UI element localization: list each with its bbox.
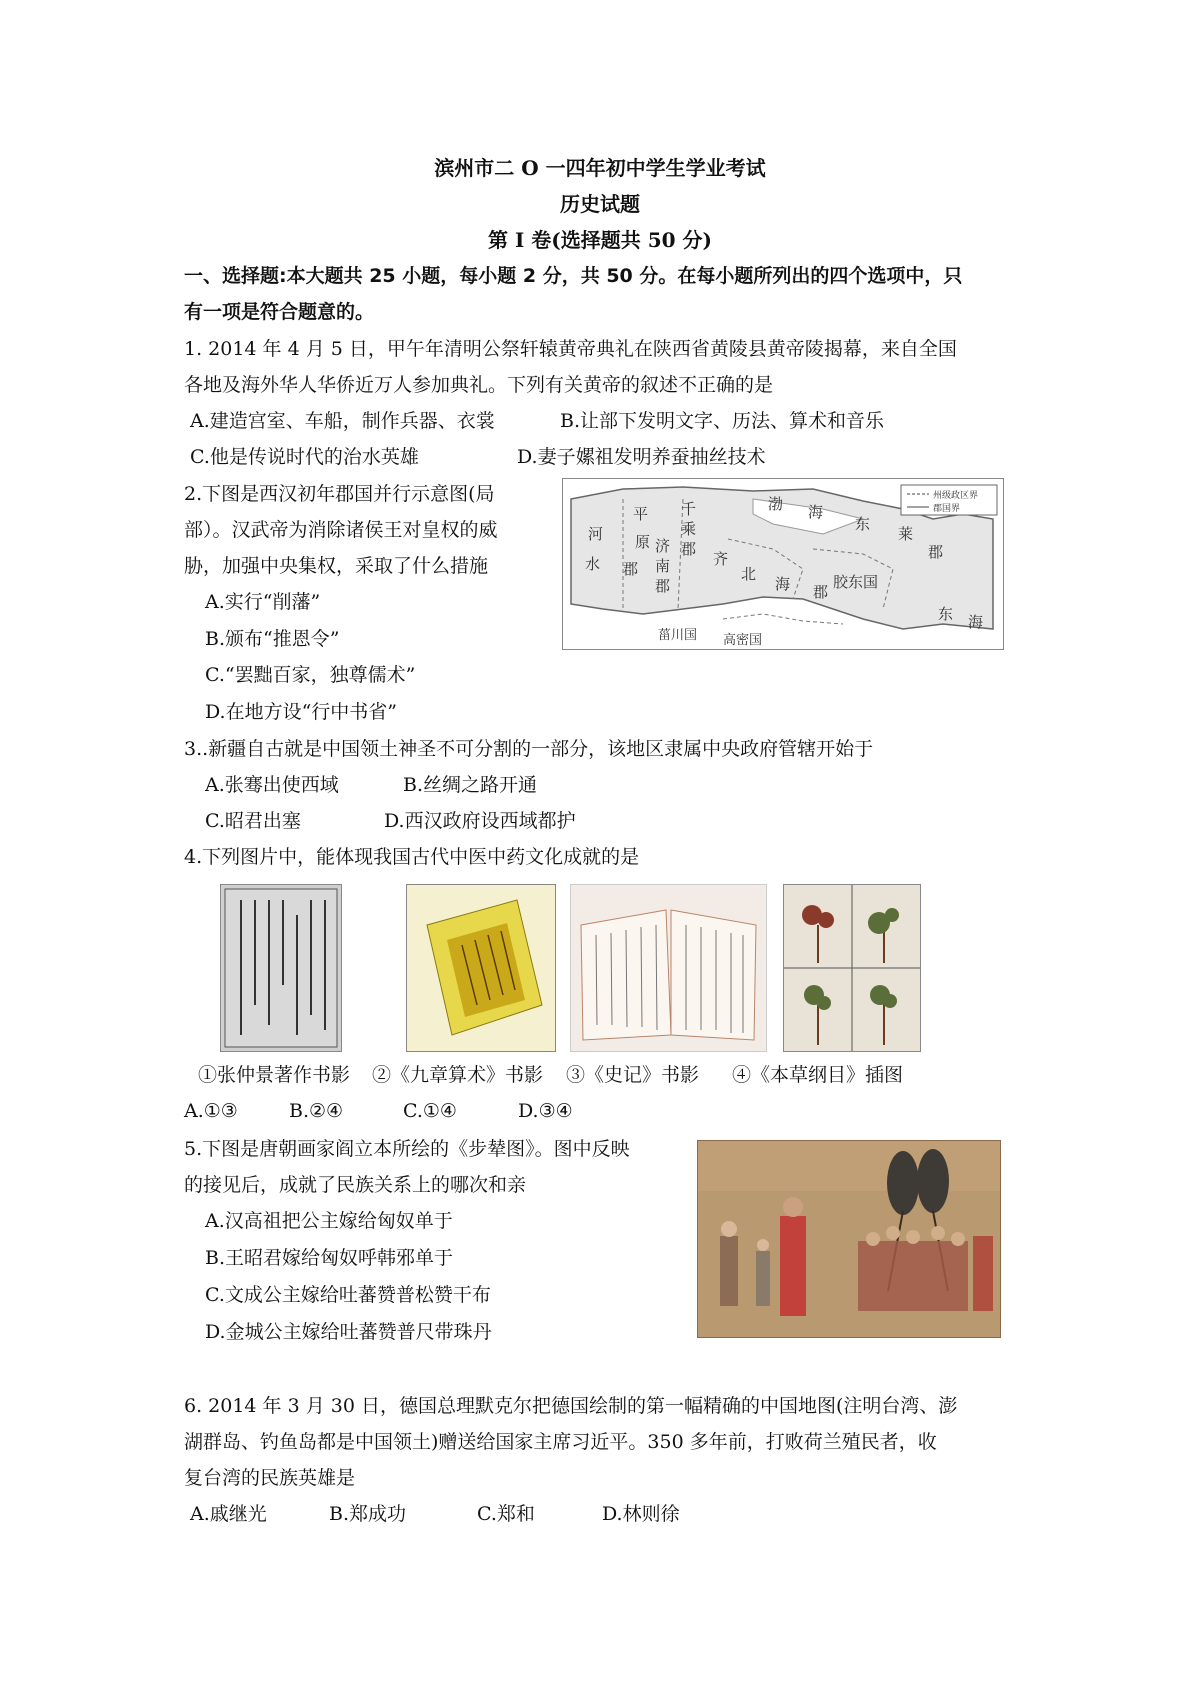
q1-stem-line-1: 1. 2014 年 4 月 5 日，甲午年清明公祭轩辕黄帝典礼在陕西省黄陵县黄帝陵揭幕，来自全国 [184,338,957,360]
q1-option-b[interactable]: B.让部下发明文字、历法、算术和音乐 [560,410,885,432]
map-label: 菑川国 [658,628,698,643]
q5-stem-line-1: 5.下图是唐朝画家阎立本所绘的《步辇图》。图中反映 [184,1138,630,1160]
q2-option-d[interactable]: D.在地方设“行中书省” [205,701,398,723]
zhang-zhongjing-book-image [220,884,342,1052]
q6-option-a[interactable]: A.戚继光 [190,1503,267,1525]
map-label: 海 [968,613,984,631]
q4-caption-1: ①张仲景著作书影 [198,1064,351,1086]
exam-part: 第 I 卷(选择题共 50 分) [488,228,712,252]
map-label: 济 [655,537,671,555]
map-label: 高密国 [723,633,763,648]
map-label: 胶东国 [833,573,879,591]
bencao-gangmu-illustration [783,884,921,1052]
map-label: 郡 [655,577,671,595]
exam-subject: 历史试题 [560,192,640,216]
map-label: 平 [633,505,649,523]
map-label: 南 [655,557,671,575]
q1-stem-line-2: 各地及海外华人华侨近万人参加典礼。下列有关黄帝的叙述不正确的是 [184,374,774,396]
q6-option-c[interactable]: C.郑和 [477,1503,535,1525]
q6-stem-line-1: 6. 2014 年 3 月 30 日，德国总理默克尔把德国绘制的第一幅精确的中国地图(注明台湾、澎 [184,1395,958,1417]
map-label: 原 [635,533,651,551]
q1-option-c[interactable]: C.他是传说时代的治水英雄 [190,446,419,468]
map-label: 郡 [681,540,697,558]
map-label: 郡 [623,560,639,578]
q4-option-a[interactable]: A.①③ [184,1100,238,1122]
q2-option-b[interactable]: B.颁布“推恩令” [205,628,340,650]
map-legend-1: 州级政区界 [933,491,979,501]
shiji-book-image [570,884,767,1052]
q5-option-a[interactable]: A.汉高祖把公主嫁给匈奴单于 [205,1210,453,1232]
map-label: 齐 [713,550,729,568]
q1-option-d[interactable]: D.妻子嫘祖发明养蚕抽丝技术 [517,446,766,468]
map-label: 水 [585,555,601,573]
q5-option-d[interactable]: D.金城公主嫁给吐蕃赞普尺带珠丹 [205,1321,492,1343]
map-label: 东 [938,605,954,623]
q4-caption-4: ④《本草纲目》插图 [732,1064,904,1086]
q3-option-d[interactable]: D.西汉政府设西域都护 [384,810,576,832]
q6-stem-line-2: 湖群岛、钓鱼岛都是中国领土)赠送给国家主席习近平。350 多年前，打败荷兰殖民者，收 [184,1431,937,1453]
q5-option-b[interactable]: B.王昭君嫁给匈奴呼韩邪单于 [205,1247,454,1269]
q2-stem-line-1: 2.下图是西汉初年郡国并行示意图(局 [184,483,495,505]
map-label: 海 [808,503,824,521]
q3-stem: 3..新疆自古就是中国领土神圣不可分割的一部分，该地区隶属中央政府管辖开始于 [184,738,874,760]
map-label: 海 [775,575,791,593]
q2-stem-line-2: 部）。汉武帝为消除诸侯王对皇权的威 [184,519,498,541]
exam-title: 滨州市二 O 一四年初中学生学业考试 [434,156,766,180]
map-legend-2: 郡国界 [933,504,961,514]
q6-option-d[interactable]: D.林则徐 [602,1503,680,1525]
q4-caption-3: ③《史记》书影 [566,1064,700,1086]
map-label: 乘 [681,520,697,538]
q5-option-c[interactable]: C.文成公主嫁给吐蕃赞普松赞干布 [205,1284,491,1306]
bunian-tu-painting [697,1140,1001,1338]
q2-stem-line-3: 胁，加强中央集权，采取了什么措施 [184,555,489,577]
q4-option-b[interactable]: B.②④ [289,1100,344,1122]
q3-option-b[interactable]: B.丝绸之路开通 [403,774,538,796]
q4-caption-2: ②《九章算术》书影 [372,1064,544,1086]
map-label: 河 [588,525,604,543]
map-label: 千 [681,500,697,518]
map-label: 莱 [898,525,914,543]
q3-option-c[interactable]: C.昭君出塞 [205,810,301,832]
western-han-map [562,478,1004,650]
map-label: 北 [741,565,757,583]
q4-stem: 4.下列图片中，能体现我国古代中医中药文化成就的是 [184,846,640,868]
q1-option-a[interactable]: A.建造宫室、车船，制作兵器、衣裳 [190,410,495,432]
q2-option-c[interactable]: C.“罢黜百家，独尊儒术” [205,664,416,686]
instructions-line-2: 有一项是符合题意的。 [184,301,375,323]
q3-option-a[interactable]: A.张骞出使西域 [205,774,339,796]
map-label: 渤 [768,495,784,513]
q6-option-b[interactable]: B.郑成功 [329,1503,407,1525]
q6-stem-line-3: 复台湾的民族英雄是 [184,1467,356,1489]
q5-stem-line-2: 的接见后，成就了民族关系上的哪次和亲 [184,1174,527,1196]
jiuzhang-suanshu-image [406,884,556,1052]
instructions-line-1: 一、选择题:本大题共 25 小题，每小题 2 分，共 50 分。在每小题所列出的四个选项中，只 [184,265,963,287]
q4-option-d[interactable]: D.③④ [518,1100,573,1122]
map-label: 东 [855,515,871,533]
map-label: 郡 [928,543,944,561]
q4-option-c[interactable]: C.①④ [403,1100,457,1122]
map-label: 郡 [813,583,829,601]
q2-option-a[interactable]: A.实行“削藩” [205,591,321,613]
